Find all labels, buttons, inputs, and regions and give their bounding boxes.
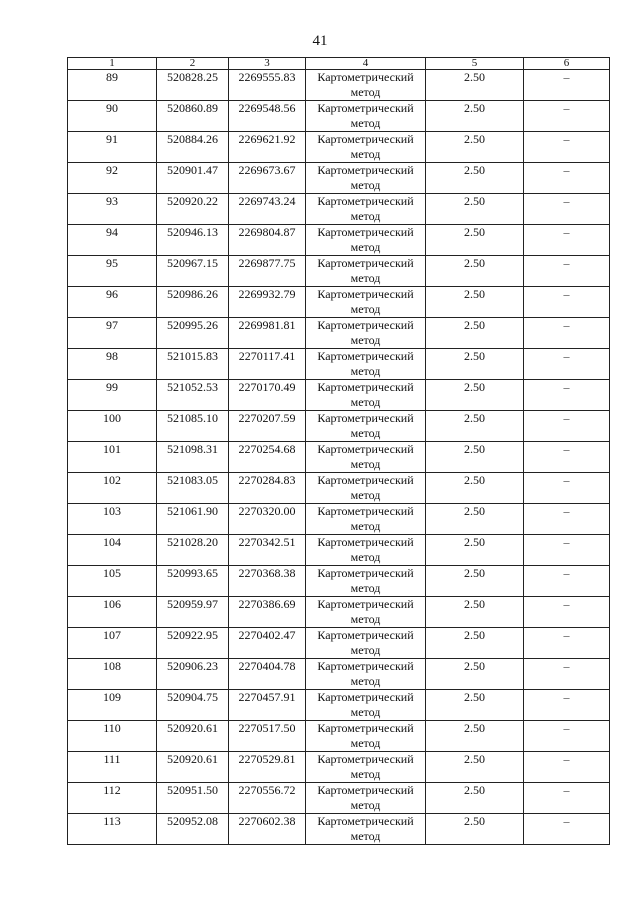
point-number-cell: 98 bbox=[68, 349, 157, 380]
accuracy-cell: 2.50 bbox=[426, 287, 524, 318]
accuracy-cell: 2.50 bbox=[426, 70, 524, 101]
note-cell: – bbox=[524, 318, 610, 349]
method-cell: Картометрический метод bbox=[306, 163, 426, 194]
note-cell: – bbox=[524, 349, 610, 380]
point-number-cell: 101 bbox=[68, 442, 157, 473]
y-coordinate-cell: 2269548.56 bbox=[229, 101, 306, 132]
method-cell: Картометрический метод bbox=[306, 783, 426, 814]
y-coordinate-cell: 2269877.75 bbox=[229, 256, 306, 287]
table-row bbox=[68, 690, 610, 721]
method-cell: Картометрический метод bbox=[306, 659, 426, 690]
point-number-cell: 102 bbox=[68, 473, 157, 504]
accuracy-cell: 2.50 bbox=[426, 225, 524, 256]
table-row bbox=[68, 256, 610, 287]
header-cell-6: 6 bbox=[524, 58, 610, 70]
x-coordinate-cell: 521061.90 bbox=[157, 504, 229, 535]
point-number-cell: 90 bbox=[68, 101, 157, 132]
y-coordinate-cell: 2270517.50 bbox=[229, 721, 306, 752]
x-coordinate-cell: 520884.26 bbox=[157, 132, 229, 163]
x-coordinate-cell: 520951.50 bbox=[157, 783, 229, 814]
note-cell: – bbox=[524, 628, 610, 659]
y-coordinate-cell: 2270170.49 bbox=[229, 380, 306, 411]
note-cell: – bbox=[524, 504, 610, 535]
point-number-cell: 92 bbox=[68, 163, 157, 194]
y-coordinate-cell: 2270320.00 bbox=[229, 504, 306, 535]
accuracy-cell: 2.50 bbox=[426, 194, 524, 225]
point-number-cell: 93 bbox=[68, 194, 157, 225]
x-coordinate-cell: 520920.61 bbox=[157, 752, 229, 783]
y-coordinate-cell: 2270284.83 bbox=[229, 473, 306, 504]
point-number-cell: 110 bbox=[68, 721, 157, 752]
point-number-cell: 111 bbox=[68, 752, 157, 783]
y-coordinate-cell: 2270457.91 bbox=[229, 690, 306, 721]
table-row bbox=[68, 814, 610, 845]
note-cell: – bbox=[524, 597, 610, 628]
table-row bbox=[68, 380, 610, 411]
x-coordinate-cell: 521028.20 bbox=[157, 535, 229, 566]
note-cell: – bbox=[524, 690, 610, 721]
table-row bbox=[68, 442, 610, 473]
note-cell: – bbox=[524, 70, 610, 101]
method-cell: Картометрический метод bbox=[306, 287, 426, 318]
accuracy-cell: 2.50 bbox=[426, 411, 524, 442]
note-cell: – bbox=[524, 194, 610, 225]
method-cell: Картометрический метод bbox=[306, 194, 426, 225]
method-cell: Картометрический метод bbox=[306, 504, 426, 535]
y-coordinate-cell: 2269932.79 bbox=[229, 287, 306, 318]
table-row bbox=[68, 194, 610, 225]
x-coordinate-cell: 521098.31 bbox=[157, 442, 229, 473]
method-cell: Картометрический метод bbox=[306, 473, 426, 504]
y-coordinate-cell: 2270529.81 bbox=[229, 752, 306, 783]
accuracy-cell: 2.50 bbox=[426, 721, 524, 752]
table-row bbox=[68, 628, 610, 659]
accuracy-cell: 2.50 bbox=[426, 535, 524, 566]
x-coordinate-cell: 520986.26 bbox=[157, 287, 229, 318]
table-row bbox=[68, 473, 610, 504]
y-coordinate-cell: 2270602.38 bbox=[229, 814, 306, 845]
table-row bbox=[68, 566, 610, 597]
accuracy-cell: 2.50 bbox=[426, 752, 524, 783]
method-cell: Картометрический метод bbox=[306, 380, 426, 411]
x-coordinate-cell: 520993.65 bbox=[157, 566, 229, 597]
x-coordinate-cell: 520906.23 bbox=[157, 659, 229, 690]
point-number-cell: 100 bbox=[68, 411, 157, 442]
y-coordinate-cell: 2270254.68 bbox=[229, 442, 306, 473]
y-coordinate-cell: 2269981.81 bbox=[229, 318, 306, 349]
accuracy-cell: 2.50 bbox=[426, 101, 524, 132]
method-cell: Картометрический метод bbox=[306, 690, 426, 721]
method-cell: Картометрический метод bbox=[306, 721, 426, 752]
table-row bbox=[68, 225, 610, 256]
note-cell: – bbox=[524, 256, 610, 287]
accuracy-cell: 2.50 bbox=[426, 318, 524, 349]
method-cell: Картометрический метод bbox=[306, 70, 426, 101]
note-cell: – bbox=[524, 163, 610, 194]
method-cell: Картометрический метод bbox=[306, 225, 426, 256]
method-cell: Картометрический метод bbox=[306, 411, 426, 442]
point-number-cell: 99 bbox=[68, 380, 157, 411]
point-number-cell: 108 bbox=[68, 659, 157, 690]
coordinates-table bbox=[67, 57, 610, 845]
note-cell: – bbox=[524, 132, 610, 163]
y-coordinate-cell: 2270117.41 bbox=[229, 349, 306, 380]
y-coordinate-cell: 2270402.47 bbox=[229, 628, 306, 659]
header-cell-5: 5 bbox=[426, 58, 524, 70]
table-row bbox=[68, 659, 610, 690]
note-cell: – bbox=[524, 566, 610, 597]
note-cell: – bbox=[524, 752, 610, 783]
x-coordinate-cell: 521015.83 bbox=[157, 349, 229, 380]
accuracy-cell: 2.50 bbox=[426, 256, 524, 287]
x-coordinate-cell: 520920.61 bbox=[157, 721, 229, 752]
header-cell-4: 4 bbox=[306, 58, 426, 70]
x-coordinate-cell: 520922.95 bbox=[157, 628, 229, 659]
point-number-cell: 109 bbox=[68, 690, 157, 721]
point-number-cell: 112 bbox=[68, 783, 157, 814]
point-number-cell: 91 bbox=[68, 132, 157, 163]
table-row bbox=[68, 504, 610, 535]
table-row bbox=[68, 349, 610, 380]
table-row bbox=[68, 163, 610, 194]
header-cell-2: 2 bbox=[157, 58, 229, 70]
y-coordinate-cell: 2269555.83 bbox=[229, 70, 306, 101]
note-cell: – bbox=[524, 659, 610, 690]
table-row bbox=[68, 318, 610, 349]
accuracy-cell: 2.50 bbox=[426, 473, 524, 504]
point-number-cell: 89 bbox=[68, 70, 157, 101]
accuracy-cell: 2.50 bbox=[426, 597, 524, 628]
accuracy-cell: 2.50 bbox=[426, 566, 524, 597]
method-cell: Картометрический метод bbox=[306, 752, 426, 783]
x-coordinate-cell: 520920.22 bbox=[157, 194, 229, 225]
y-coordinate-cell: 2269621.92 bbox=[229, 132, 306, 163]
accuracy-cell: 2.50 bbox=[426, 814, 524, 845]
y-coordinate-cell: 2269743.24 bbox=[229, 194, 306, 225]
point-number-cell: 97 bbox=[68, 318, 157, 349]
table-row bbox=[68, 535, 610, 566]
table-row bbox=[68, 752, 610, 783]
point-number-cell: 106 bbox=[68, 597, 157, 628]
point-number-cell: 105 bbox=[68, 566, 157, 597]
method-cell: Картометрический метод bbox=[306, 566, 426, 597]
x-coordinate-cell: 521052.53 bbox=[157, 380, 229, 411]
point-number-cell: 103 bbox=[68, 504, 157, 535]
note-cell: – bbox=[524, 101, 610, 132]
x-coordinate-cell: 520967.15 bbox=[157, 256, 229, 287]
y-coordinate-cell: 2269804.87 bbox=[229, 225, 306, 256]
method-cell: Картометрический метод bbox=[306, 101, 426, 132]
accuracy-cell: 2.50 bbox=[426, 504, 524, 535]
method-cell: Картометрический метод bbox=[306, 535, 426, 566]
accuracy-cell: 2.50 bbox=[426, 442, 524, 473]
note-cell: – bbox=[524, 442, 610, 473]
method-cell: Картометрический метод bbox=[306, 814, 426, 845]
method-cell: Картометрический метод bbox=[306, 442, 426, 473]
table-header-row bbox=[68, 58, 610, 70]
x-coordinate-cell: 520946.13 bbox=[157, 225, 229, 256]
method-cell: Картометрический метод bbox=[306, 349, 426, 380]
x-coordinate-cell: 520959.97 bbox=[157, 597, 229, 628]
x-coordinate-cell: 521083.05 bbox=[157, 473, 229, 504]
x-coordinate-cell: 520828.25 bbox=[157, 70, 229, 101]
method-cell: Картометрический метод bbox=[306, 318, 426, 349]
y-coordinate-cell: 2270556.72 bbox=[229, 783, 306, 814]
y-coordinate-cell: 2269673.67 bbox=[229, 163, 306, 194]
method-cell: Картометрический метод bbox=[306, 597, 426, 628]
header-cell-3: 3 bbox=[229, 58, 306, 70]
accuracy-cell: 2.50 bbox=[426, 380, 524, 411]
point-number-cell: 94 bbox=[68, 225, 157, 256]
table-row bbox=[68, 101, 610, 132]
note-cell: – bbox=[524, 814, 610, 845]
note-cell: – bbox=[524, 287, 610, 318]
note-cell: – bbox=[524, 721, 610, 752]
x-coordinate-cell: 521085.10 bbox=[157, 411, 229, 442]
table-row bbox=[68, 597, 610, 628]
accuracy-cell: 2.50 bbox=[426, 690, 524, 721]
page-number: 41 bbox=[312, 33, 328, 49]
accuracy-cell: 2.50 bbox=[426, 659, 524, 690]
x-coordinate-cell: 520995.26 bbox=[157, 318, 229, 349]
method-cell: Картометрический метод bbox=[306, 628, 426, 659]
accuracy-cell: 2.50 bbox=[426, 349, 524, 380]
table-row bbox=[68, 411, 610, 442]
method-cell: Картометрический метод bbox=[306, 256, 426, 287]
accuracy-cell: 2.50 bbox=[426, 628, 524, 659]
y-coordinate-cell: 2270386.69 bbox=[229, 597, 306, 628]
point-number-cell: 96 bbox=[68, 287, 157, 318]
table-row bbox=[68, 287, 610, 318]
note-cell: – bbox=[524, 380, 610, 411]
method-cell: Картометрический метод bbox=[306, 132, 426, 163]
y-coordinate-cell: 2270342.51 bbox=[229, 535, 306, 566]
x-coordinate-cell: 520952.08 bbox=[157, 814, 229, 845]
accuracy-cell: 2.50 bbox=[426, 132, 524, 163]
y-coordinate-cell: 2270404.78 bbox=[229, 659, 306, 690]
y-coordinate-cell: 2270368.38 bbox=[229, 566, 306, 597]
note-cell: – bbox=[524, 411, 610, 442]
point-number-cell: 95 bbox=[68, 256, 157, 287]
accuracy-cell: 2.50 bbox=[426, 163, 524, 194]
header-cell-1: 1 bbox=[68, 58, 157, 70]
point-number-cell: 107 bbox=[68, 628, 157, 659]
note-cell: – bbox=[524, 225, 610, 256]
y-coordinate-cell: 2270207.59 bbox=[229, 411, 306, 442]
x-coordinate-cell: 520901.47 bbox=[157, 163, 229, 194]
point-number-cell: 104 bbox=[68, 535, 157, 566]
x-coordinate-cell: 520860.89 bbox=[157, 101, 229, 132]
table-row bbox=[68, 132, 610, 163]
table-row bbox=[68, 70, 610, 101]
table-row bbox=[68, 783, 610, 814]
point-number-cell: 113 bbox=[68, 814, 157, 845]
table-row bbox=[68, 721, 610, 752]
note-cell: – bbox=[524, 535, 610, 566]
table-body bbox=[68, 58, 610, 845]
accuracy-cell: 2.50 bbox=[426, 783, 524, 814]
note-cell: – bbox=[524, 783, 610, 814]
x-coordinate-cell: 520904.75 bbox=[157, 690, 229, 721]
note-cell: – bbox=[524, 473, 610, 504]
